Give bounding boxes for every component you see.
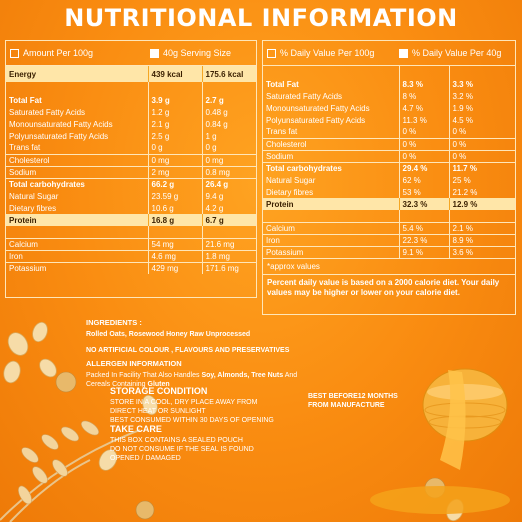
col-header-dv-100g: % Daily Value Per 100g — [267, 48, 399, 58]
daily-value-table — [263, 66, 515, 258]
table-row: Trans fat 0 g 0 g — [6, 142, 256, 154]
table-row: Total Fat 8.3 % 3.3 % — [263, 78, 515, 90]
allergen-block: ALLERGEN INFORMATION Packed In Facility That Also Handles Soy, Almonds, Tree Nuts And Cereals Containing Gluten — [86, 359, 298, 388]
disclaimer: Percent daily value is based on a 2000 calorie diet. Your daily values may be higher or lower on your calorie diet. — [263, 274, 515, 301]
ingredients-block: INGREDIENTS : Rolled Oats, Rosewood Honey Raw Unprocessed — [86, 318, 251, 338]
table-row: Potassium 429 mg 171.6 mg — [6, 262, 256, 274]
table-row: Saturated Fatty Acids 1.2 g 0.48 g — [6, 106, 256, 118]
table-row: Cholesterol 0 mg 0 mg — [6, 154, 256, 166]
table-row: Potassium 9.1 % 3.6 % — [263, 246, 515, 258]
no-artificial-note: NO ARTIFICIAL COLOUR , FLAVOURS AND PRESERVATIVES — [86, 347, 290, 354]
table-row: Saturated Fatty Acids 8 % 3.2 % — [263, 90, 515, 102]
checkbox-filled-icon — [150, 49, 159, 58]
daily-value-panel — [262, 40, 516, 315]
table-row: Total carbohydrates 66.2 g 26.4 g — [6, 178, 256, 190]
table-row: Monounsaturated Fatty Acids 2.1 g 0.84 g — [6, 118, 256, 130]
table-row: Iron 4.6 mg 1.8 mg — [6, 250, 256, 262]
table-row: Monounsaturated Fatty Acids 4.7 % 1.9 % — [263, 102, 515, 114]
checkbox-filled-icon — [399, 49, 408, 58]
amount-table — [6, 66, 256, 274]
table-row: Calcium 5.4 % 2.1 % — [263, 222, 515, 234]
daily-value-header — [263, 41, 515, 66]
checkbox-empty-icon — [10, 49, 19, 58]
honey-jar — [370, 369, 510, 514]
col-header-serving: 40g Serving Size — [150, 48, 231, 58]
table-row: Trans fat 0 % 0 % — [263, 126, 515, 138]
table-row: Cholesterol 0 % 0 % — [263, 138, 515, 150]
table-row: Calcium 54 mg 21.6 mg — [6, 238, 256, 250]
table-row: Sodium 2 mg 0.8 mg — [6, 166, 256, 178]
table-row: Sodium 0 % 0 % — [263, 150, 515, 162]
amount-header — [6, 41, 256, 66]
table-row: Total carbohydrates 29.4 % 11.7 % — [263, 162, 515, 174]
col-header-per-100g: Amount Per 100g — [10, 48, 150, 58]
table-row: Dietary fibres 53 % 21.2 % — [263, 186, 515, 198]
storage-block: STORAGE CONDITION STORE IN A COOL, DRY PLACE AWAY FROM DIRECT HEAT OR SUNLIGHT BEST CONSUMED WITHIN 30 DAYS OF OPENING — [110, 386, 274, 424]
table-row: Dietary fibres 10.6 g 4.2 g — [6, 202, 256, 214]
table-row: Protein 32.3 % 12.9 % — [263, 198, 515, 210]
table-row: Polyunsaturated Fatty Acids 11.3 % 4.5 % — [263, 114, 515, 126]
col-header-dv-40g: % Daily Value Per 40g — [399, 48, 501, 58]
best-before: BEST BEFORE12 MONTHS FROM MANUFACTURE — [308, 393, 398, 410]
approx-note: *approx values — [263, 258, 515, 274]
page-title: NUTRITIONAL INFORMATION — [64, 4, 458, 32]
table-row: Natural Sugar 23.59 g 9.4 g — [6, 190, 256, 202]
checkbox-empty-icon — [267, 49, 276, 58]
table-row: Protein 16.8 g 6.7 g — [6, 214, 256, 226]
amount-panel — [5, 40, 257, 298]
table-row: Iron 22.3 % 8.9 % — [263, 234, 515, 246]
table-row: Natural Sugar 62 % 25 % — [263, 174, 515, 186]
take-care-block: TAKE CARE THIS BOX CONTAINS A SEALED POUCH DO NOT CONSUME IF THE SEAL IS FOUND OPENED / DAMAGED — [110, 424, 254, 462]
table-row: Energy 439 kcal 175.6 kcal — [6, 66, 256, 82]
table-row: Polyunsaturated Fatty Acids 2.5 g 1 g — [6, 130, 256, 142]
table-row: Total Fat 3.9 g 2.7 g — [6, 94, 256, 106]
